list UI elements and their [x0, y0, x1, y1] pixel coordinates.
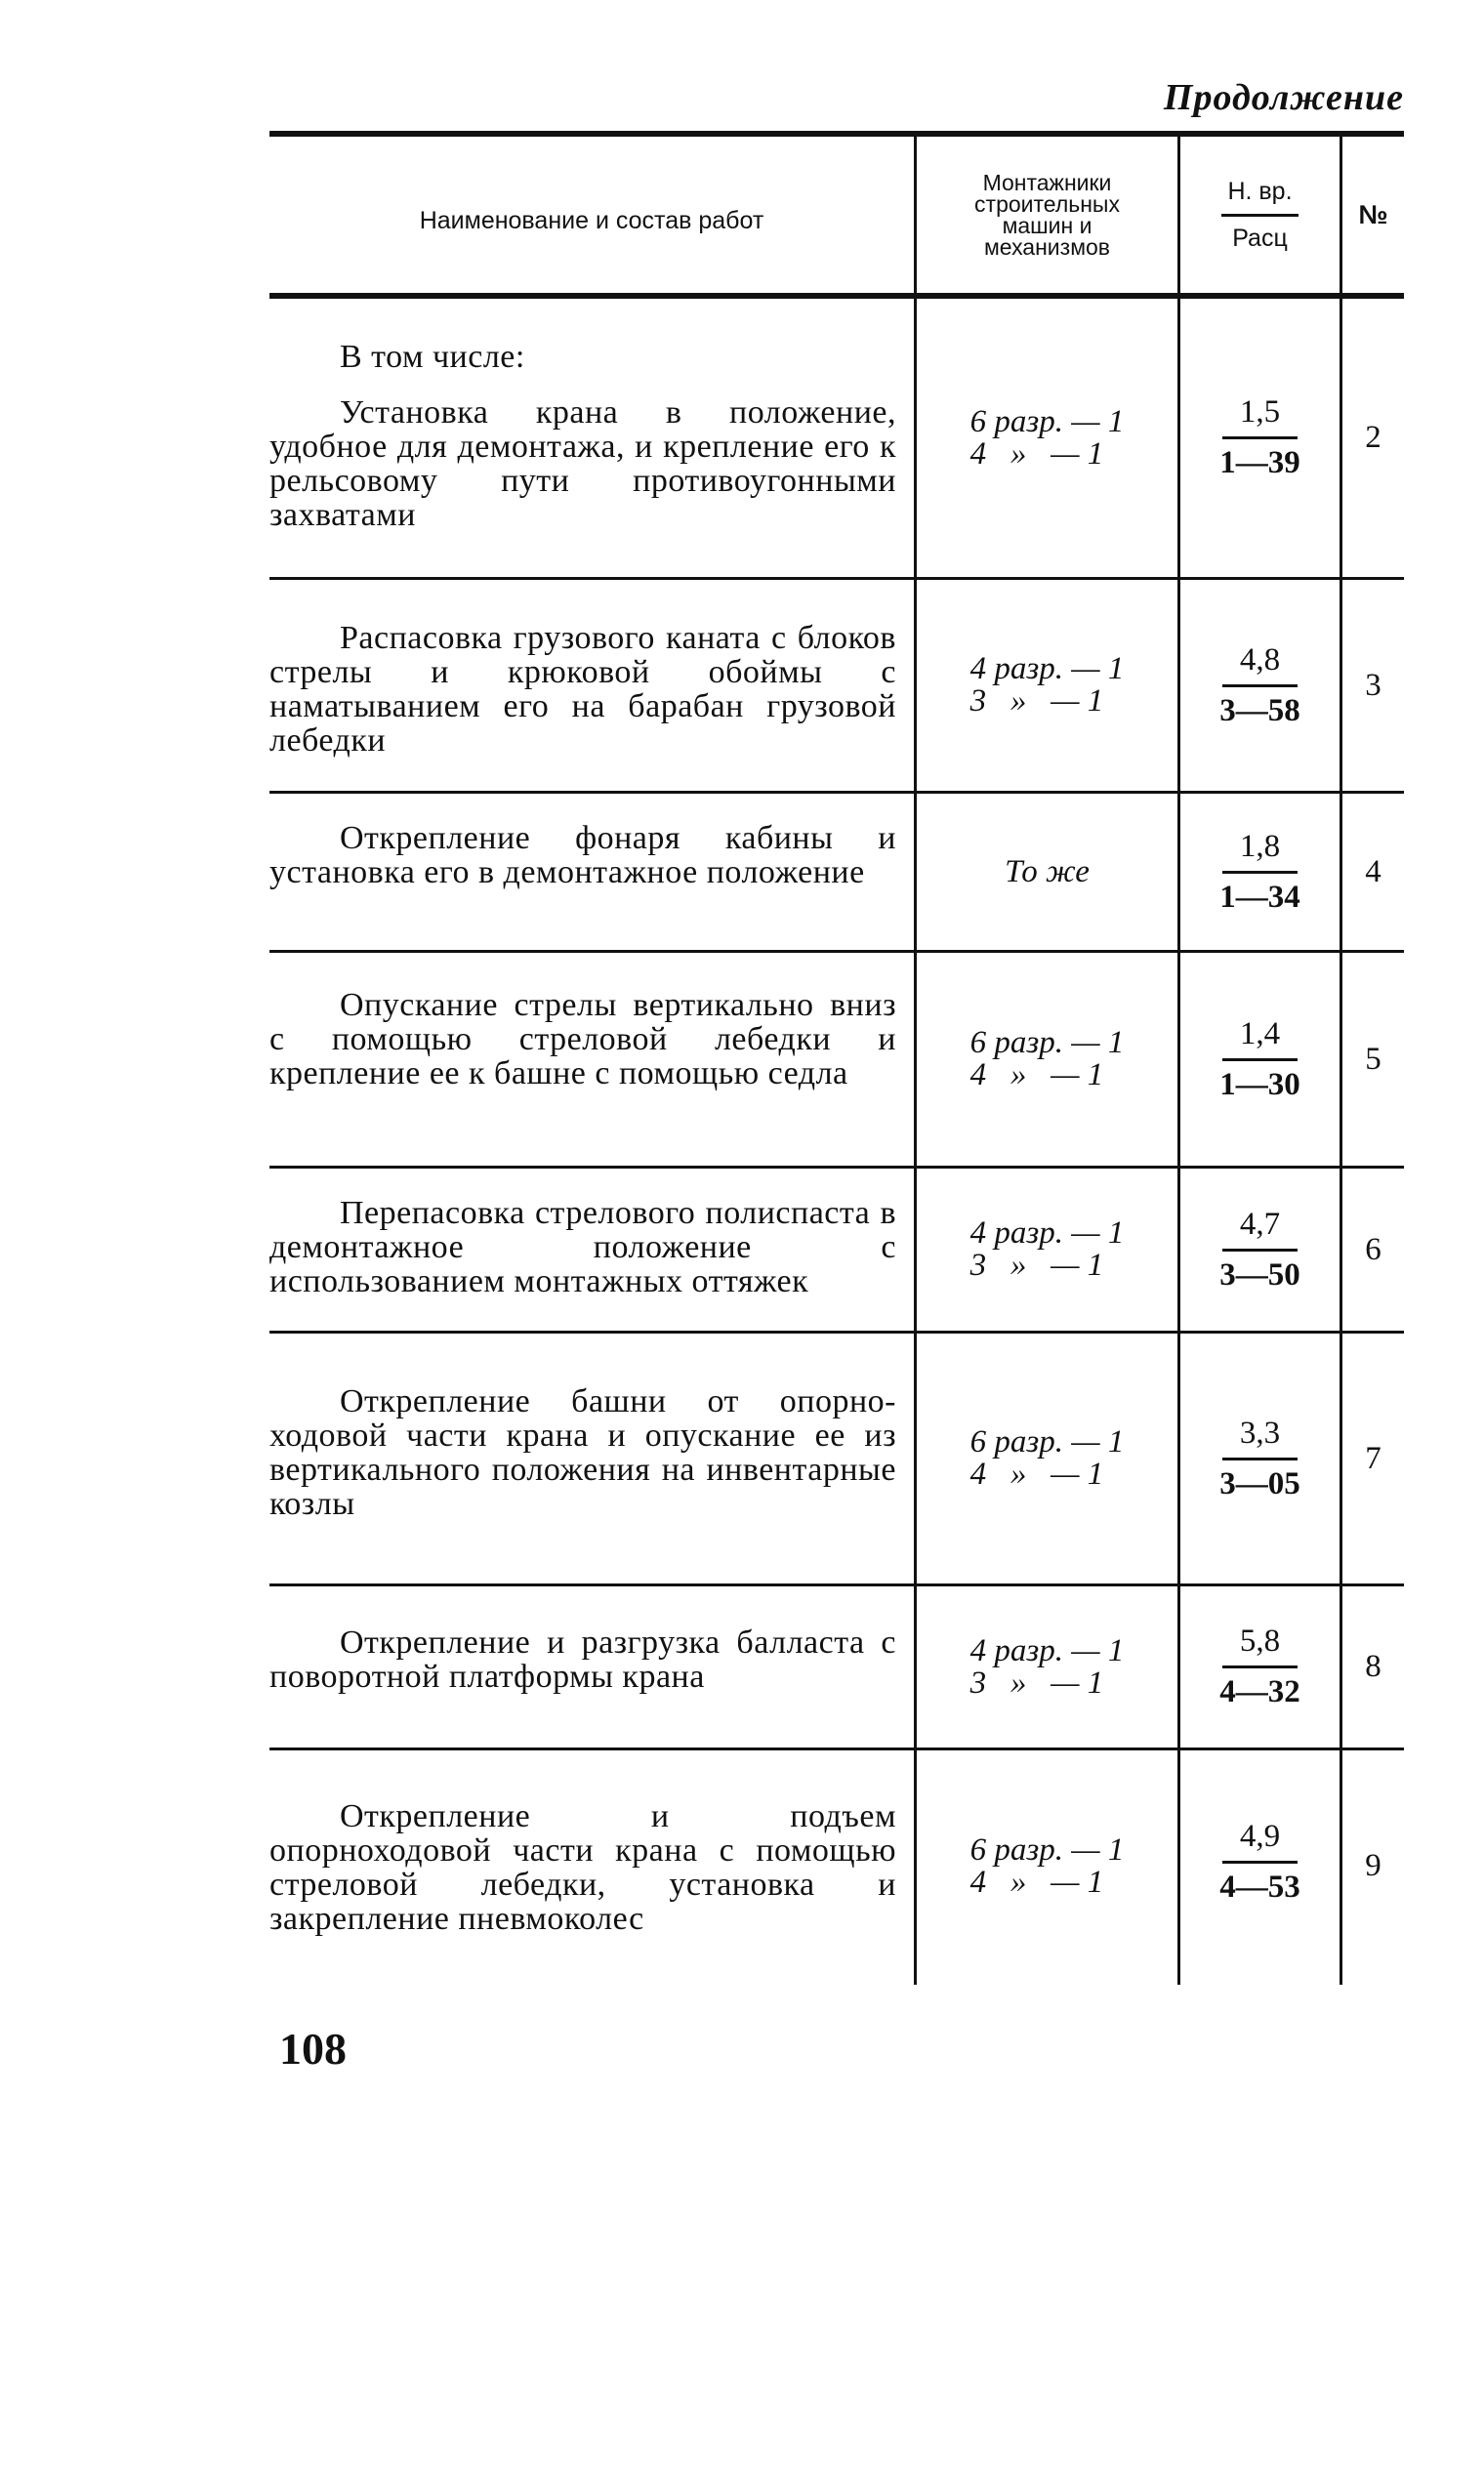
workers-line: 4 разр. — 1: [969, 651, 1125, 686]
work-description: Открепление и подъем опорноходовой части крана с помощью стреловой лебедки, установка и закрепление пневмоколес: [269, 1798, 896, 1937]
table-row: [269, 299, 1404, 577]
workers-line: 6 разр. — 1: [969, 1424, 1125, 1460]
table-row: [269, 1586, 1404, 1747]
workers-line: 6 разр. — 1: [969, 403, 1125, 439]
table-row: [269, 1169, 1404, 1331]
rate: 3—05: [1219, 1465, 1300, 1501]
row-number: 8: [1340, 1586, 1404, 1747]
workers-line: 6 разр. — 1: [969, 1832, 1125, 1868]
row-number: 7: [1340, 1334, 1404, 1583]
page-number: 108: [279, 2024, 347, 2074]
norm-time: 4,9: [1222, 1819, 1298, 1864]
continuation-label: Продолжение: [1163, 77, 1404, 118]
table-row: [269, 580, 1404, 791]
header-norm-time: Н. вр.: [1221, 178, 1298, 217]
norm-time: 1,5: [1222, 394, 1298, 439]
row-number: 4: [1340, 794, 1404, 950]
table-row: [269, 953, 1404, 1166]
rate: 3—50: [1219, 1256, 1300, 1293]
rate: 3—58: [1219, 692, 1300, 728]
norms-table: [269, 131, 1404, 1985]
workers-line: То же: [1005, 853, 1090, 889]
header-workers: Монтажники строительных машин и механизмов: [914, 137, 1177, 293]
norm-time: 3,3: [1222, 1416, 1298, 1460]
row-number: 3: [1340, 580, 1404, 791]
header-rate: Расц: [1232, 224, 1288, 252]
norm-time: 1,4: [1222, 1016, 1298, 1061]
rate: 4—53: [1219, 1870, 1300, 1905]
rate: 1—39: [1219, 445, 1300, 480]
norm-time: 1,8: [1222, 829, 1298, 874]
workers-line: 3 » — 1: [969, 1665, 1104, 1701]
work-description: Открепление башни от опорно-ходовой части крана и опускание ее из вертикального положения на инвентарные козлы: [269, 1383, 896, 1522]
workers-line: 4 » — 1: [969, 435, 1104, 472]
workers-line: 4 разр. — 1: [969, 1632, 1125, 1668]
work-description: Перепасовка стрелового полиспаста в демонтажное положение с использованием монтажных оттяжек: [269, 1195, 896, 1299]
table-row: [269, 1334, 1404, 1583]
intro-text: В том числе:: [340, 339, 525, 375]
rate: 4—32: [1219, 1674, 1300, 1709]
workers-line: 4 » — 1: [969, 1865, 1104, 1900]
table-row: [269, 1750, 1404, 1985]
work-description: Опускание стрелы вертикально вниз с помощью стреловой лебедки и крепление ее к башне с помощью седла: [269, 987, 896, 1091]
row-number: 5: [1340, 953, 1404, 1166]
norm-time: 4,7: [1222, 1207, 1298, 1252]
header-number: №: [1340, 137, 1404, 293]
workers-line: 4 разр. — 1: [969, 1215, 1125, 1251]
table-row: [269, 794, 1404, 950]
header-name: Наименование и состав работ: [419, 206, 764, 234]
work-description: Установка крана в положение, удобное для демонтажа, и крепление его к рельсовому пути противоугонными захватами: [269, 394, 896, 533]
table-header: [269, 137, 1404, 293]
work-description: Распасовка грузового каната с блоков стрелы и крюковой обоймы с наматыванием его на барабан грузовой лебедки: [269, 620, 896, 759]
rate: 1—30: [1219, 1066, 1300, 1102]
row-number: 6: [1340, 1169, 1404, 1331]
norm-time: 4,8: [1222, 642, 1298, 687]
workers-line: 6 разр. — 1: [969, 1025, 1125, 1060]
row-number: 2: [1340, 299, 1404, 577]
workers-line: 3 » — 1: [969, 683, 1104, 719]
workers-line: 4 » — 1: [969, 1457, 1104, 1492]
header-norm: [1177, 137, 1340, 293]
work-description: Открепление фонаря кабины и установка его в демонтажное положение: [269, 820, 896, 890]
norm-time: 5,8: [1222, 1624, 1298, 1668]
workers-line: 4 » — 1: [969, 1057, 1104, 1092]
rate: 1—34: [1219, 879, 1300, 915]
row-number: 9: [1340, 1750, 1404, 1985]
work-description: Открепление и разгрузка балласта с поворотной платформы крана: [269, 1624, 896, 1695]
workers-line: 3 » — 1: [969, 1248, 1104, 1283]
